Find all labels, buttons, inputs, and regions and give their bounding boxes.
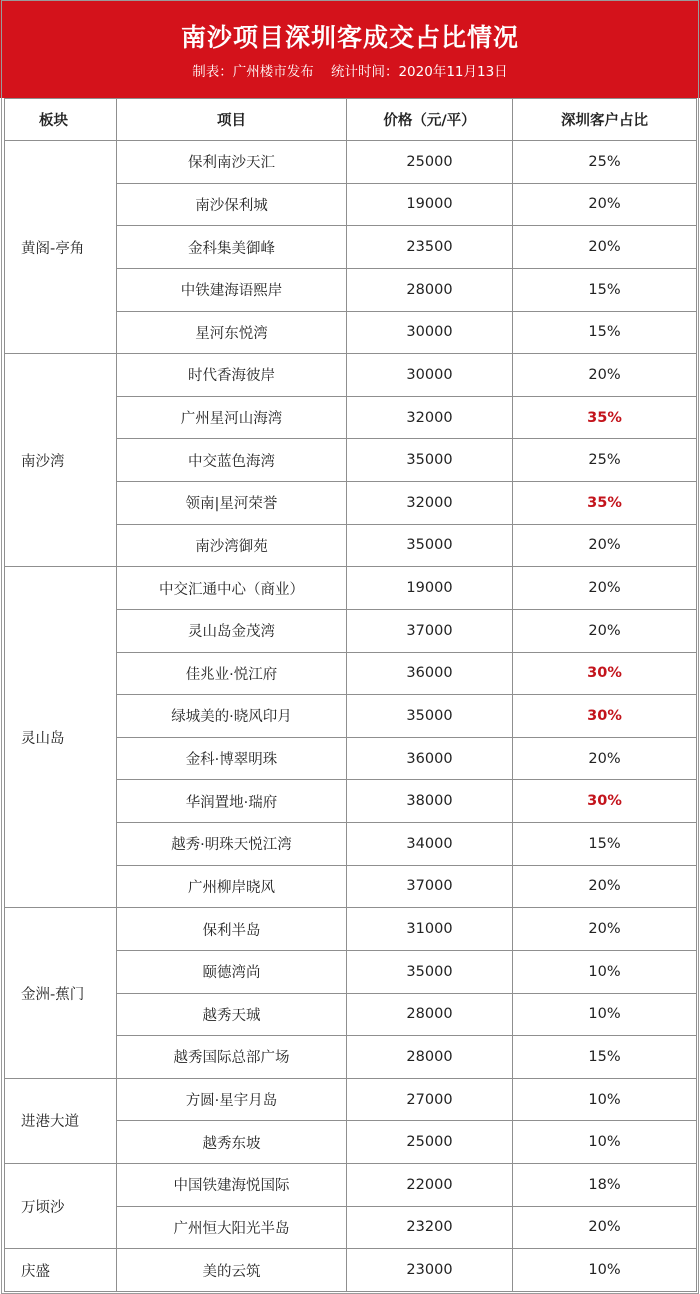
ratio-cell: 10% [513,1078,697,1121]
price-cell: 38000 [347,780,513,823]
project-cell: 保利半岛 [117,908,347,951]
table-row [5,567,697,610]
price-cell: 23000 [347,1249,513,1292]
project-cell: 越秀东坡 [117,1121,347,1164]
column-header-project: 项目 [117,99,347,141]
ratio-table [4,98,697,1292]
project-cell: 佳兆业·悦江府 [117,652,347,695]
price-cell: 35000 [347,695,513,738]
project-cell: 广州恒大阳光半岛 [117,1206,347,1249]
price-cell: 30000 [347,311,513,354]
ratio-cell: 15% [513,268,697,311]
project-cell: 灵山岛金茂湾 [117,609,347,652]
price-cell: 36000 [347,737,513,780]
price-cell: 22000 [347,1164,513,1207]
ratio-cell: 15% [513,1036,697,1079]
ratio-cell: 10% [513,993,697,1036]
project-cell: 美的云筑 [117,1249,347,1292]
project-cell: 中铁建海语熙岸 [117,268,347,311]
page-title: 南沙项目深圳客成交占比情况 [180,23,519,52]
project-cell: 越秀天珹 [117,993,347,1036]
project-cell: 华润置地·瑞府 [117,780,347,823]
project-cell: 绿城美的·晓风印月 [117,695,347,738]
block-cell: 金洲-蕉门 [5,908,117,1079]
price-cell: 28000 [347,268,513,311]
ratio-cell: 20% [513,226,697,269]
price-cell: 37000 [347,609,513,652]
title-banner [0,0,700,98]
price-cell: 31000 [347,908,513,951]
ratio-cell: 25% [513,141,697,184]
price-cell: 34000 [347,823,513,866]
table-row [5,1078,697,1121]
price-cell: 23200 [347,1206,513,1249]
ratio-cell: 15% [513,823,697,866]
column-header-price: 价格（元/平） [347,99,513,141]
project-cell: 越秀·明珠天悦江湾 [117,823,347,866]
price-cell: 35000 [347,524,513,567]
project-cell: 颐德湾尚 [117,950,347,993]
column-header-ratio: 深圳客户占比 [513,99,697,141]
price-cell: 19000 [347,567,513,610]
project-cell: 时代香海彼岸 [117,354,347,397]
block-cell: 庆盛 [5,1249,117,1292]
ratio-cell: 20% [513,354,697,397]
ratio-cell: 20% [513,567,697,610]
project-cell: 星河东悦湾 [117,311,347,354]
project-cell: 中交汇通中心（商业） [117,567,347,610]
table-row [5,1164,697,1207]
ratio-cell: 35% [513,482,697,525]
page-subtitle: 制表：广州楼市发布 统计时间：2020年11月13日 [192,64,508,80]
price-cell: 28000 [347,1036,513,1079]
table-row [5,141,697,184]
block-cell: 万顷沙 [5,1164,117,1249]
price-cell: 28000 [347,993,513,1036]
project-cell: 中交蓝色海湾 [117,439,347,482]
price-cell: 35000 [347,950,513,993]
price-cell: 35000 [347,439,513,482]
project-cell: 方圆·星宇月岛 [117,1078,347,1121]
table-row [5,354,697,397]
ratio-cell: 30% [513,780,697,823]
project-cell: 保利南沙天汇 [117,141,347,184]
ratio-cell: 18% [513,1164,697,1207]
ratio-cell: 35% [513,396,697,439]
block-cell: 南沙湾 [5,354,117,567]
price-cell: 25000 [347,1121,513,1164]
block-cell: 灵山岛 [5,567,117,908]
price-cell: 19000 [347,183,513,226]
ratio-cell: 20% [513,737,697,780]
ratio-cell: 30% [513,652,697,695]
table-header-row [5,99,697,141]
price-cell: 32000 [347,396,513,439]
ratio-cell: 10% [513,1121,697,1164]
price-cell: 30000 [347,354,513,397]
ratio-cell: 10% [513,950,697,993]
project-cell: 广州星河山海湾 [117,396,347,439]
ratio-cell: 20% [513,1206,697,1249]
project-cell: 金科集美御峰 [117,226,347,269]
ratio-cell: 20% [513,524,697,567]
price-cell: 36000 [347,652,513,695]
ratio-cell: 15% [513,311,697,354]
ratio-cell: 20% [513,183,697,226]
table-row [5,1249,697,1292]
project-cell: 中国铁建海悦国际 [117,1164,347,1207]
price-cell: 32000 [347,482,513,525]
table-body [5,141,697,1292]
ratio-cell: 10% [513,1249,697,1292]
project-cell: 金科·博翠明珠 [117,737,347,780]
table-row [5,908,697,951]
price-cell: 27000 [347,1078,513,1121]
ratio-cell: 20% [513,865,697,908]
column-header-block: 板块 [5,99,117,141]
project-cell: 越秀国际总部广场 [117,1036,347,1079]
project-cell: 广州柳岸晓风 [117,865,347,908]
price-cell: 23500 [347,226,513,269]
block-cell: 进港大道 [5,1078,117,1163]
price-cell: 25000 [347,141,513,184]
ratio-cell: 20% [513,908,697,951]
ratio-cell: 20% [513,609,697,652]
project-cell: 领南|星河荣誉 [117,482,347,525]
ratio-cell: 25% [513,439,697,482]
project-cell: 南沙保利城 [117,183,347,226]
project-cell: 南沙湾御苑 [117,524,347,567]
price-cell: 37000 [347,865,513,908]
block-cell: 黄阁-亭角 [5,141,117,354]
ratio-cell: 30% [513,695,697,738]
